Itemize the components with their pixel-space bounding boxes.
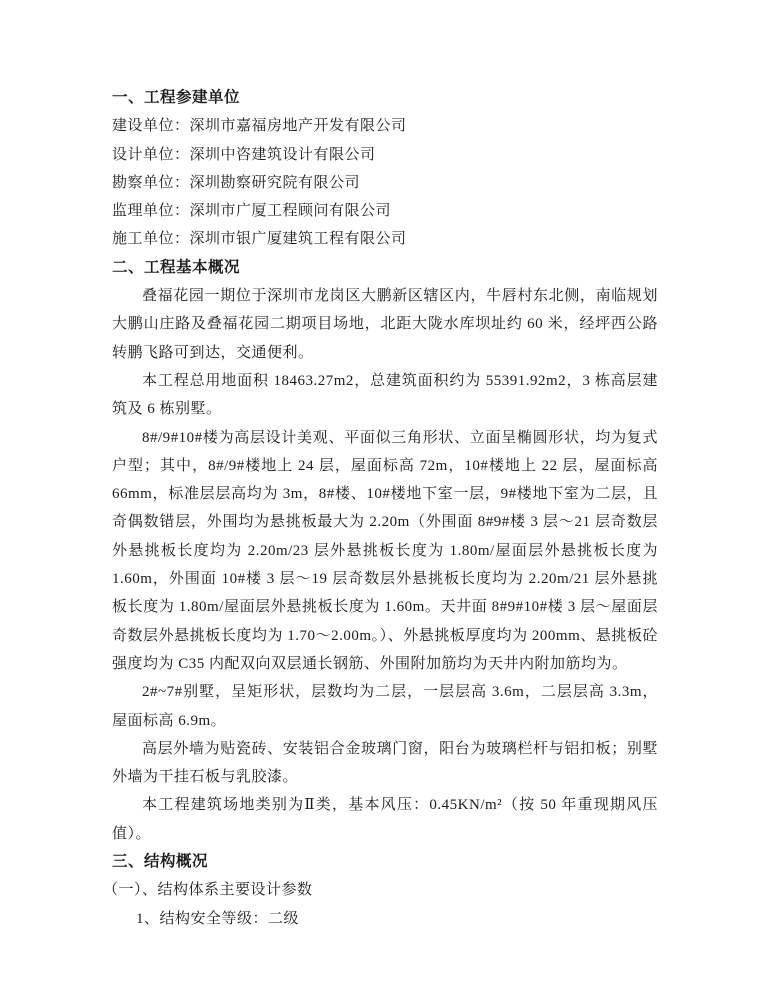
paragraph-facade-description: 高层外墙为贴瓷砖、安装铝合金玻璃门窗，阳台为玻璃栏杆与铝扣板；别墅外墙为干挂石板与乳胶漆。 xyxy=(112,740,658,786)
unit-line-design: 设计单位：深圳中咨建筑设计有限公司 xyxy=(112,146,376,163)
section-heading-structure-overview: 三、结构概况 xyxy=(112,853,209,871)
unit-line-construction: 建设单位：深圳市嘉福房地产开发有限公司 xyxy=(112,118,407,135)
unit-line-contractor: 施工单位：深圳市银广厦建筑工程有限公司 xyxy=(112,231,407,248)
paragraph-highrise-description: 8#/9#10#楼为高层设计美观、平面似三角形状、立面呈椭圆形状，均为复式户型；其中，8#/9#楼地上 24 层，屋面标高 72m，10#楼地上 22 层，屋面标高 66mm，标准层层高均为 3m，8#楼、10#楼地下室一层，9#楼地下室为二层，且奇偶数错层，外围均为悬挑板最大为 2.20m（外围面 8#9#楼 3 层～21 层奇数层外悬挑板长度均为 2.20m/23 层外悬挑板长度为 1.80m/屋面层外悬挑板长度为 1.60m，外围面 10#楼 3 层～19 层奇数层外悬挑板长度均为 2.20m/21 层外悬挑板长度为 1.80m/屋面层外悬挑板长度为 1.60m。天井面 8#9#10#楼 3 层～屋面层奇数层外悬挑板长度均为 1.70～2.00m。）、外悬挑板厚度均为 200mm、悬挑板砼强度均为 C35 内配双向双层通长钢筋、外围附加筋均为天井内附加筋均为。 xyxy=(112,429,658,672)
unit-line-supervision: 监理单位：深圳市广厦工程顾问有限公司 xyxy=(112,203,392,220)
paragraph-site-class-wind: 本工程建筑场地类别为Ⅱ类，基本风压：0.45KN/m²（按 50 年重现期风压值）。 xyxy=(112,797,658,842)
paragraph-site-area: 本工程总用地面积 18463.27m2，总建筑面积约为 55391.92m2，3 栋高层建筑及 6 栋别墅。 xyxy=(112,372,658,418)
unit-line-survey: 勘察单位：深圳勘察研究院有限公司 xyxy=(112,174,361,191)
paragraph-location: 叠福花园一期位于深圳市龙岗区大鹏新区辖区内，牛唇村东北侧，南临规划大鹏山庄路及叠福花园二期项目场地，北距大陇水库坝址约 60 米，经坪西公路转鹏飞路可到达，交通便利。 xyxy=(112,288,658,361)
subheading-design-parameters: （一）、结构体系主要设计参数 xyxy=(103,882,313,899)
document-page xyxy=(103,84,658,933)
paragraph-villa-description: 2#~7#别墅，呈矩形状，层数均为二层，一层层高 3.6m，二层层高 3.3m，屋面标高 6.9m。 xyxy=(112,684,658,729)
section-heading-participating-units: 一、工程参建单位 xyxy=(112,89,241,106)
section-heading-project-overview: 二、工程基本概况 xyxy=(112,258,241,276)
item-structure-safety-grade: 1、结构安全等级：二级 xyxy=(136,910,300,927)
